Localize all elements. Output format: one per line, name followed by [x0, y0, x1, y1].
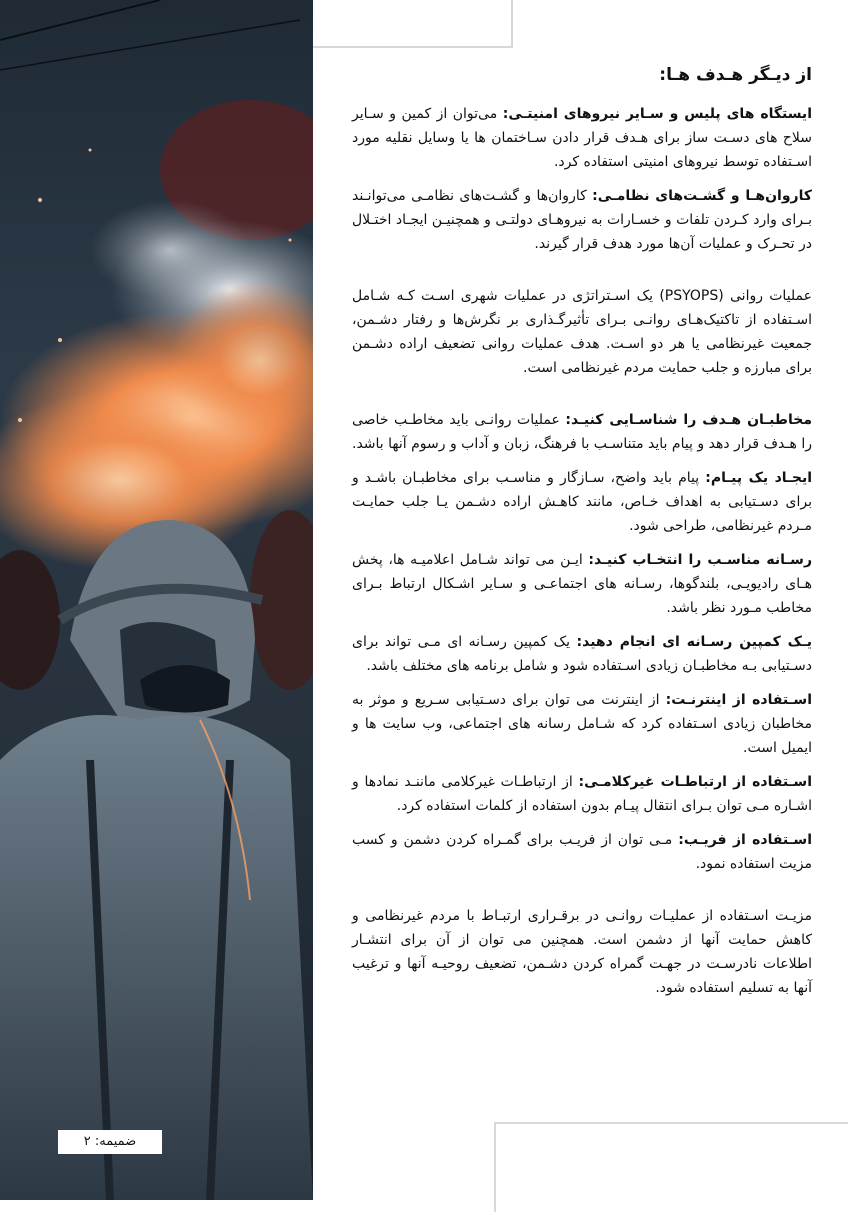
paragraph-title: یـک کمپین رسـانه ای انجام دهید: [576, 634, 813, 650]
paragraph-text: از اینترنت می توان برای دسـتیابی سـریع و موثر به مخاطبان زیادی اسـتفاده کرد که شـامل رسانه های اجتماعی، وب سایت ها و ایمیل است. [352, 692, 812, 756]
paragraph-psyops-intro [352, 284, 812, 380]
paragraph-text: مـی توان از فریـب برای گمـراه کردن دشمن و کسب مزیت استفاده نمود. [352, 832, 812, 872]
paragraph-text: از ارتباطـات غیرکلامی ماننـد نمادها و اشـاره مـی توان بـرای انتقال پیـام بدون استفاده از کلمات استفاده کرد. [352, 774, 812, 814]
paragraph-create-message [352, 466, 812, 538]
paragraph-text: مزیـت اسـتفاده از عملیـات روانـی در برقـراری ارتبـاط با مردم غیرنظامی و کاهش حمایت آنها از دشمن است. همچنین می توان از آن برای انتشـار اطلاعات نادرسـت در جهـت گمراه کردن دشـمن، تضعیف روحیـه آنها و ترغیب آنها به تسلیم استفاده شود. [352, 908, 812, 996]
appendix-badge: ضمیمه: ۲ [58, 1130, 162, 1154]
bottom-frame-line [494, 1122, 848, 1212]
paragraph-title: اسـتفاده از ارتباطـات غیرکلامـی: [578, 774, 812, 790]
paragraph-internet [352, 688, 812, 760]
paragraph-text: عملیات روانی (PSYOPS) یک اسـتراتژی در عملیات شهری اسـت کـه شـامل اسـتفاده از تاکتیک‌هـای روانـی بـرای تأثیرگـذاری بر نگرش‌ها و رفتار دشـمن، جمعیت غیرنظامی یا هر دو اسـت. هدف عملیات روانی تضعیف اراده دشـمن برای مبارزه و جلب حمایت مردم غیرنظامی است. [352, 288, 813, 376]
paragraph-text: عملیات روانـی باید مخاطـب خاصی را هـدف قرار دهد و پیام باید متناسـب با فرهنگ، زبان و آداب و رسوم آنها باشد. [352, 412, 812, 452]
paragraph-text: ایـن می تواند شـامل اعلامیـه ها، پخش هـای رادیویـی، بلندگوها، رسـانه های اجتماعـی و سـایر اشـکال ارتباط بـرای مخاطب مـورد نظر باشد. [352, 552, 812, 616]
paragraph-choose-media [352, 548, 812, 620]
article-body [352, 62, 812, 1010]
paragraph-text: کاروان‌ها و گشـت‌های نظامـی می‌توانـند بـرای وارد کـردن تلفات و خسـارات به نیروهـای دولتـی و همچنیـن ایجـاد اختـلال در تحـرک و عملیات آن‌ها مورد هدف قرار گیرند. [352, 188, 812, 252]
paragraph-title: ایستگاه های پلیس و سـایر نیروهای امنیتـی: [502, 106, 812, 122]
cover-artwork [0, 0, 313, 1200]
paragraph-conclusion [352, 904, 812, 1000]
paragraph-title: اسـتفاده از اینترنـت: [665, 692, 813, 708]
paragraph-nonverbal [352, 770, 812, 818]
paragraph-title: اسـتفاده از فریـب: [678, 832, 813, 848]
paragraph-title: کاروان‌هـا و گشـت‌های نظامـی: [592, 188, 813, 204]
paragraph-title: ایجـاد یک پیـام: [705, 470, 812, 486]
artwork-illustration [0, 0, 313, 1200]
paragraph-text: می‌توان از کمین و سـایر سلاح های دسـت ساز برای هـدف قرار دادن سـاختمان ها یا وسایل نقلیه مورد اسـتفاده توسط نیروهای امنیتی استفاده کرد. [352, 106, 812, 170]
paragraph-media-campaign [352, 630, 812, 678]
paragraph-text: یک کمپین رسـانه ای مـی تواند برای دسـتیابی بـه مخاطبـان زیادی اسـتفاده شود و شامل برنامه های مختلف باشد. [352, 634, 812, 674]
paragraph-title: رسـانه مناسـب را انتخـاب کنیـد: [588, 552, 813, 568]
section-heading: از دیـگر هـدف هـا: [659, 65, 812, 85]
paragraph-convoys [352, 184, 812, 256]
paragraph-police [352, 102, 812, 174]
paragraph-title: مخاطبـان هـدف را شناسـایی کنیـد: [565, 412, 812, 428]
paragraph-deception [352, 828, 812, 876]
top-frame-line [313, 0, 513, 48]
paragraph-text: پیام باید واضح، سـازگار و مناسـب برای مخاطبـان باشـد و برای دسـتیابی به اهداف خـاص، مانند کاهـش اراده دشـمن یـا جلب حمایـت مـردم غیرنظامی، طراحی شود. [352, 470, 812, 534]
paragraph-target-audience [352, 408, 812, 456]
